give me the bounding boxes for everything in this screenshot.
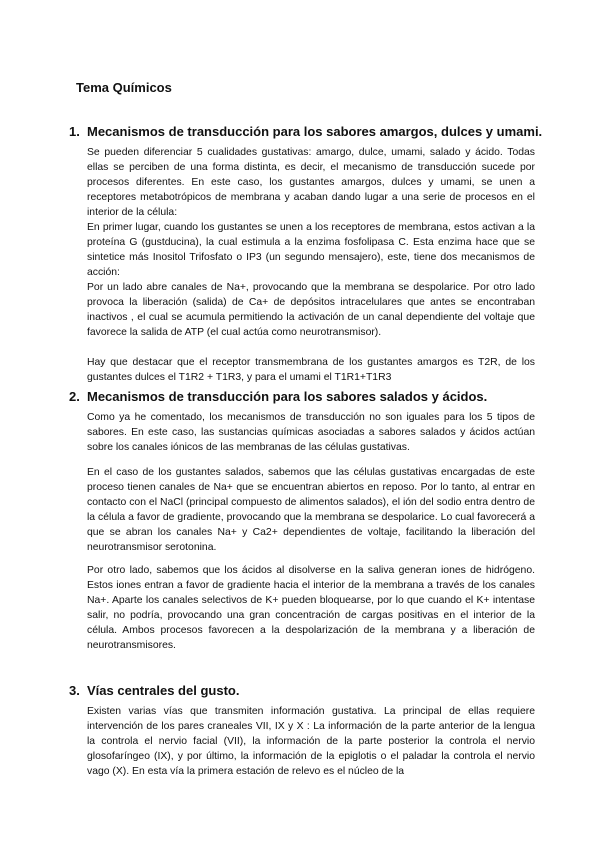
paragraph: Como ya he comentado, los mecanismos de transducción no son iguales para los 5 tipos de sabores. En este caso, las sustancias químicas asociadas a sabores salados y ácidos actúan sobre los canales iónicos de las membranas de las células gustativas. — [87, 412, 535, 453]
section-heading-1 — [69, 124, 569, 139]
section-number: 2. — [69, 389, 80, 404]
section-heading-text: Mecanismos de transducción para los sabores salados y ácidos. — [87, 389, 488, 404]
paragraph: En primer lugar, cuando los gustantes se unen a los receptores de membrana, estos activan a la proteína G (gustducina), la cual estimula a la enzima fosfolipasa C. Esta enzima hace que se sintetice más Inositol Trifosfato o IP3 (un segundo mensajero), este, tiene dos mecanismos de acción: — [87, 222, 535, 278]
paragraph: Se pueden diferenciar 5 cualidades gustativas: amargo, dulce, umami, salado y ácido. Todas ellas se perciben de una forma distinta, es decir, el mecanismo de transducción sucede por procesos diferentes. En este caso, los gustantes amargos, dulces y umami, se unen a receptores metabotrópicos de membrana y acaban dando lugar a una serie de procesos en el interior de la célula: — [87, 147, 535, 218]
document-title: Tema Químicos — [76, 80, 172, 95]
paragraph: Por otro lado, sabemos que los ácidos al disolverse en la saliva generan iones de hidrógeno. Estos iones entran a favor de gradiente hacia el interior de la membrana a través de los canales Na+. Aparte los canales selectivos de K+ pueden bloquearse, por lo que cuando el K+ intentase salir, no podría, provocando una gran concentración de cargas positivas en el interior de la célula. Ambos procesos favorecen a la despolarización de la membrana y a liberación de neurotransmisores. — [87, 565, 535, 651]
section-heading-text: Vías centrales del gusto. — [87, 683, 240, 698]
section-number: 3. — [69, 683, 80, 698]
section-heading-text: Mecanismos de transducción para los sabores amargos, dulces y umami. — [87, 124, 543, 139]
paragraph: Existen varias vías que transmiten información gustativa. La principal de ellas requiere intervención de los pares craneales VII, IX y X : La información de la parte anterior de la lengua la controla el nervio facial (VII), la información de la parte posterior la controla el nervio glosofaríngeo (IX), y por último, la información de la epiglotis o el paladar la controla el nervio vago (X). En esta vía la primera estación de relevo es el núcleo de la — [87, 706, 535, 777]
section-heading-3 — [69, 683, 569, 698]
section-heading-2 — [69, 389, 569, 404]
paragraph: En el caso de los gustantes salados, sabemos que las células gustativas encargadas de este proceso tienen canales de Na+ que se encuentran abiertos en reposo. Por lo tanto, al entrar en contacto con el NaCl (principal compuesto de alimentos salados), el ión del sodio entra dentro de la célula a favor de gradiente, provocando que la membrana se despolarice. Lo cual favorecerá a que se abran los canales Na+ y Ca2+ dependientes de voltaje, facilitando la liberación del neurotransmisor serotonina. — [87, 467, 535, 553]
section-number: 1. — [69, 124, 80, 139]
paragraph: Por un lado abre canales de Na+, provocando que la membrana se despolarice. Por otro lado provoca la liberación (salida) de Ca+ de depósitos intracelulares que antes se encontraban inactivos , el cual se acumula permitiendo la activación de un canal dependiente del voltaje que favorece la salida de ATP (el cual actúa como neurotransmisor). — [87, 282, 535, 338]
paragraph: Hay que destacar que el receptor transmembrana de los gustantes amargos es T2R, de los gustantes dulces el T1R2 + T1R3, y para el umami el T1R1+T1R3 — [87, 357, 535, 383]
